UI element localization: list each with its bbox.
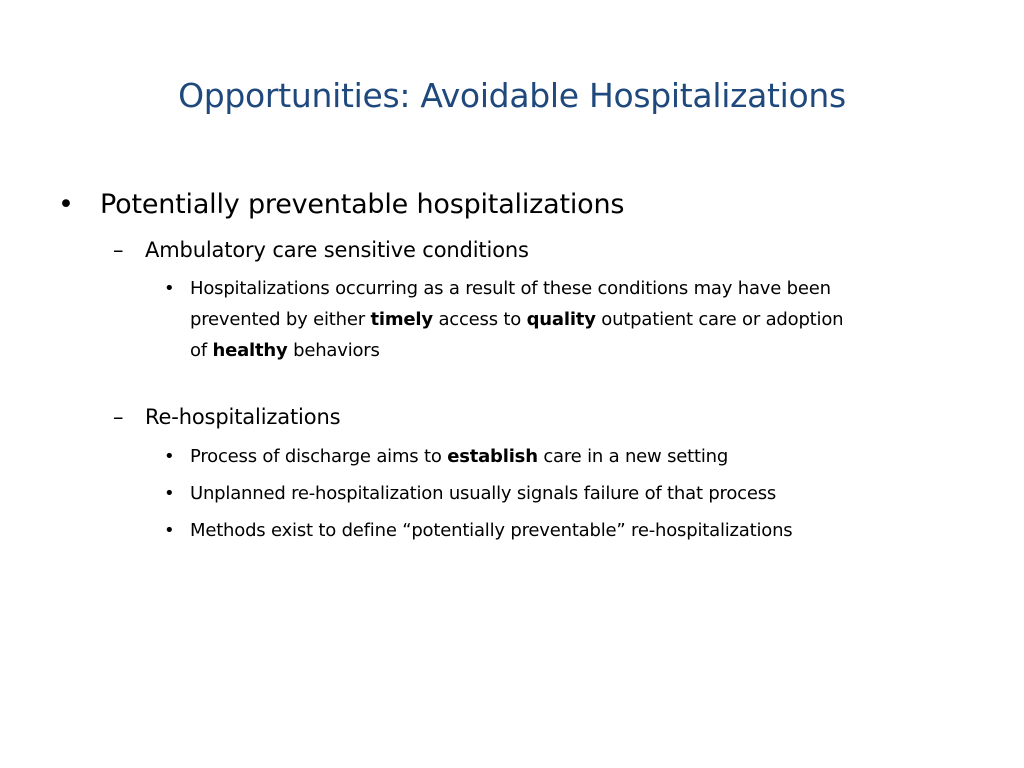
dash-marker: – <box>113 238 124 262</box>
bullet-ambulatory-care: Ambulatory care sensitive conditions <box>145 238 529 262</box>
bullet-methods-exist: Methods exist to define “potentially preventable” re-hospitalizations <box>190 520 793 541</box>
emphasis-timely: timely <box>370 309 433 330</box>
bullet-hospitalizations-line2: prevented by either timely access to quality outpatient care or adoption <box>190 309 844 330</box>
bullet-marker: • <box>58 189 74 220</box>
slide-title: Opportunities: Avoidable Hospitalizations <box>178 76 846 115</box>
bullet-potentially-preventable: Potentially preventable hospitalizations <box>100 189 625 220</box>
bullet-re-hospitalizations: Re-hospitalizations <box>145 405 341 429</box>
bullet-marker: • <box>164 520 175 541</box>
emphasis-quality: quality <box>526 309 596 330</box>
emphasis-healthy: healthy <box>212 340 288 361</box>
bullet-marker: • <box>164 446 175 467</box>
bullet-marker: • <box>164 483 175 504</box>
dash-marker: – <box>113 405 124 429</box>
bullet-marker: • <box>164 278 175 299</box>
bullet-hospitalizations-line1: Hospitalizations occurring as a result of these conditions may have been <box>190 278 831 299</box>
bullet-hospitalizations-line3: of healthy behaviors <box>190 340 380 361</box>
emphasis-establish: establish <box>447 446 538 467</box>
bullet-unplanned-re-hospitalization: Unplanned re-hospitalization usually signals failure of that process <box>190 483 777 504</box>
bullet-process-of-discharge: Process of discharge aims to establish care in a new setting <box>190 446 729 467</box>
